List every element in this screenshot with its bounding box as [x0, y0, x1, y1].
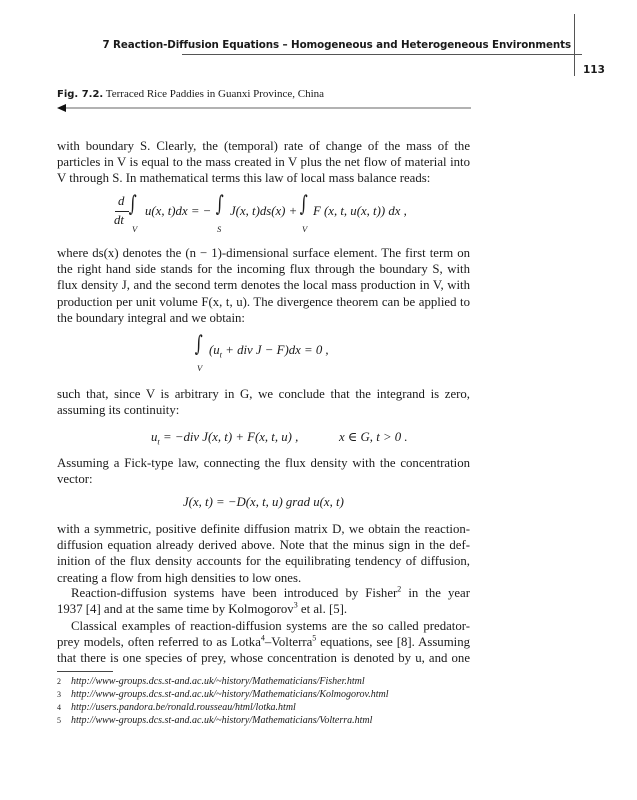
footnote-2: [57, 676, 365, 688]
text-fragment: equations, see [8]. Assuming: [316, 635, 471, 650]
paragraph-2: [57, 245, 470, 326]
text-line: diffusion equation already derived above. Note that the minus sign in the def-: [57, 538, 470, 553]
text-line: Classical examples of reaction-diffusion systems are the so called predator-: [71, 619, 470, 633]
eq-d: d: [118, 194, 125, 208]
integral-sign-icon: ∫: [128, 192, 137, 217]
eq-body-rest: + div J − F)dx = 0 ,: [222, 343, 329, 357]
figure-caption: [57, 88, 324, 100]
text-line: that there is one species of prey, whose concentration is denoted by u, and one: [57, 651, 470, 666]
footnote-link[interactable]: http://www-groups.dcs.st-and.ac.uk/~history/Mathematicians/Kolmogorov.html: [71, 689, 389, 700]
header-horizontal-rule: [182, 54, 582, 55]
eq-condition: x ∈ G, t > 0 .: [339, 430, 408, 444]
text-line: such that, since V is arbitrary in G, we conclude that the integrand is zero,: [57, 387, 470, 401]
integral-sign-icon: ∫: [194, 332, 203, 357]
footnote-number: 2: [57, 677, 61, 686]
text-line: the right hand side stands for the incoming flux through the boundary S, with: [57, 262, 470, 277]
footnote-number: 3: [57, 690, 61, 699]
eq-body: [151, 430, 298, 447]
text-line: flux density J, and the second term denotes the local mass production in V, with: [57, 278, 470, 293]
eq-term2: J(x, t)ds(x) +: [230, 204, 298, 218]
paragraph-4: [57, 455, 470, 487]
text-fragment: et al. [5].: [297, 602, 348, 617]
text-fragment: prey models, often referred to as Lotka: [57, 635, 261, 650]
integral-sign-icon: ∫: [215, 192, 224, 217]
footnote-3: [57, 689, 389, 701]
eq-u: u: [151, 430, 158, 444]
integral-sign-icon: ∫: [299, 192, 308, 217]
text-line: [57, 634, 470, 650]
eq-subscript-t: t: [157, 436, 160, 447]
page-number: 113: [583, 64, 605, 76]
footnote-link[interactable]: http://www-groups.dcs.st-and.ac.uk/~history/Mathematicians/Volterra.html: [71, 715, 373, 726]
text-line: particles in V is equal to the mass created in V plus the net flow of material into: [57, 155, 470, 170]
text-line: assuming its continuity:: [57, 403, 180, 418]
footnote-ref-2[interactable]: 2: [397, 584, 402, 594]
text-line: where ds(x) denotes the (n − 1)-dimensional surface element. The first term on: [57, 246, 470, 260]
eq-body-rest: = −div J(x, t) + F(x, t, u) ,: [159, 430, 299, 444]
footnote-number: 5: [57, 716, 61, 725]
paragraph-5: [57, 521, 470, 586]
equation-fick-law: J(x, t) = −D(x, t, u) grad u(x, t): [183, 495, 344, 509]
footnote-ref-3[interactable]: 3: [293, 600, 298, 610]
footnote-5: [57, 715, 372, 727]
text-line: [57, 585, 470, 601]
paragraph-3: [57, 386, 470, 418]
text-line: production per unit volume F(x, t, u). The divergence theorem can be applied to: [57, 294, 470, 309]
footnote-4: [57, 702, 296, 714]
eq-term1: u(x, t)dx = −: [145, 204, 212, 218]
text-line: inition of the flux density accounts for the equilibrating tendency of diffusion,: [57, 554, 470, 569]
text-line: creating a flow from high densities to low ones.: [57, 570, 302, 585]
footnote-link[interactable]: http://users.pandora.be/ronald.rousseau/html/lotka.html: [71, 702, 296, 713]
footnote-rule: [57, 671, 113, 672]
figure-caption-text: Terraced Rice Paddies in Guanxi Province, China: [105, 88, 325, 100]
eq-subscript-t: t: [219, 349, 223, 360]
eq-term3: F (x, t, u(x, t)) dx ,: [313, 204, 407, 218]
footnote-number: 4: [57, 703, 61, 712]
caption-arrow-icon: [57, 102, 471, 114]
eq-dt: dt: [114, 213, 124, 227]
eq-sub-s: S: [217, 224, 222, 234]
text-fragment: in the year: [401, 586, 470, 600]
fraction-bar: [115, 211, 129, 212]
text-line: the boundary integral and we obtain:: [57, 310, 245, 325]
text-line: Assuming a Fick-type law, connecting the flux density with the concentration: [57, 456, 470, 470]
paragraph-1: [57, 138, 470, 187]
header-vertical-rule: [574, 14, 575, 76]
eq-body-part: (u: [209, 343, 220, 357]
footnote-link[interactable]: http://www-groups.dcs.st-and.ac.uk/~history/Mathematicians/Fisher.html: [71, 676, 365, 687]
text-line: [57, 601, 470, 617]
eq-sub-v: V: [197, 363, 203, 373]
text-line: with boundary S. Clearly, the (temporal) rate of change of the mass of the: [57, 139, 470, 153]
paragraph-7: [57, 618, 470, 667]
footnote-ref-5[interactable]: 5: [312, 633, 317, 643]
eq-body: [209, 343, 329, 360]
text-fragment: –Volterra: [264, 635, 313, 650]
text-fragment: Reaction-diffusion systems have been introduced by Fisher: [71, 586, 398, 600]
text-line: V through S. In mathematical terms this law of local mass balance reads:: [57, 171, 431, 186]
paragraph-6: [57, 585, 470, 617]
running-header: 7 Reaction-Diffusion Equations – Homogeneous and Heterogeneous Environments: [102, 39, 571, 51]
text-line: with a symmetric, positive definite diffusion matrix D, we obtain the reaction-: [57, 522, 470, 536]
text-fragment: 1937 [4] and at the same time by Kolmogorov: [57, 602, 294, 617]
text-line: vector:: [57, 472, 93, 487]
eq-sub-v1: V: [132, 224, 138, 234]
eq-sub-v2: V: [302, 224, 308, 234]
figure-label: Fig. 7.2.: [57, 89, 104, 100]
footnote-ref-4[interactable]: 4: [260, 633, 265, 643]
